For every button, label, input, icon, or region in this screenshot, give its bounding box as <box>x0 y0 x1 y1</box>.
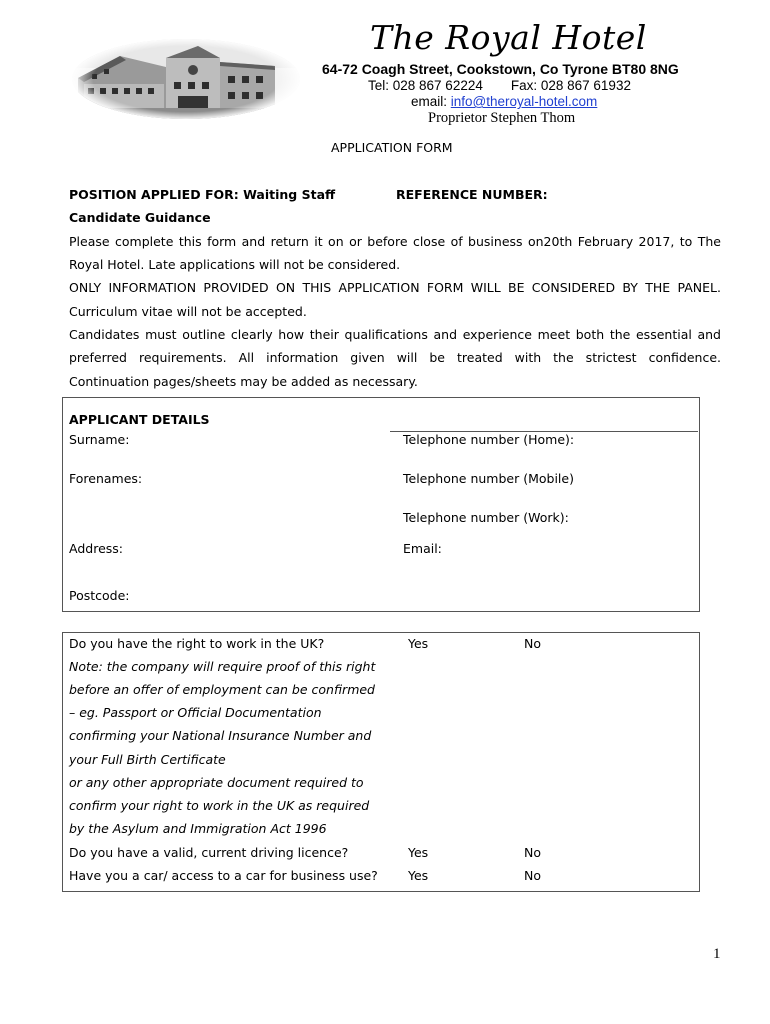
car-access-no[interactable]: No <box>524 868 541 883</box>
email-field[interactable]: Email: <box>403 541 442 556</box>
car-access-yes[interactable]: Yes <box>408 868 429 883</box>
guidance-heading: Candidate Guidance <box>69 210 211 225</box>
telephone: Tel: 028 867 62224 <box>368 78 483 93</box>
proof-note-line: by the Asylum and Immigration Act 1996 <box>69 821 327 836</box>
driving-licence-question: Do you have a valid, current driving licence? <box>69 845 349 860</box>
email-label: email: <box>411 94 448 109</box>
hotel-name: The Royal Hotel <box>370 18 647 57</box>
right-to-work-no[interactable]: No <box>524 636 541 651</box>
guidance-line: Candidates must outline clearly how their qualifications and experience meet both the essential and <box>69 327 721 342</box>
guidance-line: preferred requirements. All information given will be treated with the strictest confidence. <box>69 350 721 365</box>
surname-field[interactable]: Surname: <box>69 432 130 447</box>
position-applied-for: POSITION APPLIED FOR: Waiting Staff <box>69 187 336 202</box>
proof-note-line: before an offer of employment can be confirmed <box>69 682 375 697</box>
proof-note-line: confirm your right to work in the UK as required <box>69 798 370 813</box>
car-access-question: Have you a car/ access to a car for business use? <box>69 868 378 883</box>
proof-note-line: your Full Birth Certificate <box>69 752 226 767</box>
hotel-logo <box>70 38 302 120</box>
contact-email <box>411 94 597 109</box>
proof-note-line: Note: the company will require proof of this right <box>69 659 376 674</box>
forenames-field[interactable]: Forenames: <box>69 471 143 486</box>
email-link[interactable]: info@theroyal-hotel.com <box>450 94 598 109</box>
guidance-line: Royal Hotel. Late applications will not be considered. <box>69 257 401 272</box>
postcode-field[interactable]: Postcode: <box>69 588 130 603</box>
address-field[interactable]: Address: <box>69 541 123 556</box>
reference-number-label: REFERENCE NUMBER: <box>396 187 548 202</box>
right-to-work-yes[interactable]: Yes <box>408 636 429 651</box>
telephone-work-field[interactable]: Telephone number (Work): <box>403 510 569 525</box>
driving-licence-no[interactable]: No <box>524 845 541 860</box>
driving-licence-yes[interactable]: Yes <box>408 845 429 860</box>
guidance-line: Continuation pages/sheets may be added as necessary. <box>69 374 418 389</box>
hotel-address: 64-72 Coagh Street, Cookstown, Co Tyrone BT80 8NG <box>322 61 679 77</box>
applicant-details-box <box>62 397 700 612</box>
fax: Fax: 028 867 61932 <box>510 78 631 93</box>
telephone-mobile-field[interactable]: Telephone number (Mobile) <box>403 471 574 486</box>
contact-phones <box>368 78 631 93</box>
right-to-work-question: Do you have the right to work in the UK? <box>69 636 325 651</box>
proof-note-line: – eg. Passport or Official Documentation <box>69 705 322 720</box>
guidance-line: Curriculum vitae will not be accepted. <box>69 304 307 319</box>
page-number: 1 <box>713 946 721 962</box>
guidance-line: Please complete this form and return it on or before close of business on20th February 2017, to The <box>69 234 721 249</box>
applicant-details-heading: APPLICANT DETAILS <box>69 412 210 427</box>
proprietor: Proprietor Stephen Thom <box>428 110 576 126</box>
hotel-building-logo-icon <box>70 38 302 120</box>
proof-note-line: confirming your National Insurance Number and <box>69 728 372 743</box>
guidance-line: ONLY INFORMATION PROVIDED ON THIS APPLICATION FORM WILL BE CONSIDERED BY THE PANEL. <box>69 280 721 295</box>
proof-note-line: or any other appropriate document required to <box>69 775 364 790</box>
form-title: APPLICATION FORM <box>331 140 453 155</box>
telephone-home-field[interactable]: Telephone number (Home): <box>403 432 575 447</box>
